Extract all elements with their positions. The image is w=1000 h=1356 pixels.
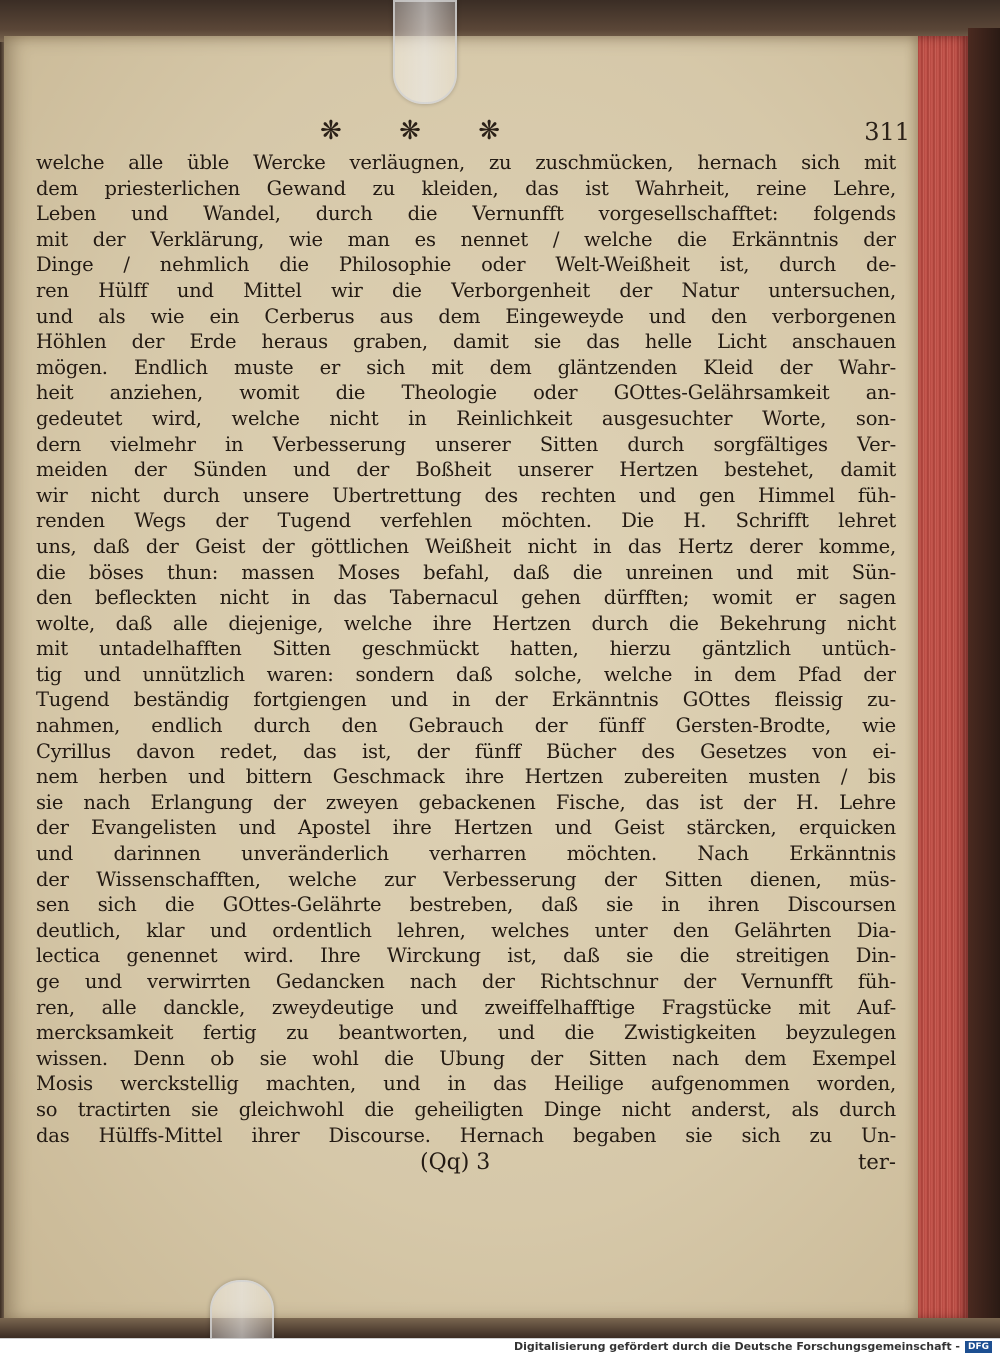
text-line: mit untadelhafften Sitten geschmückt hatten, hierzu gäntzlich untüch- — [36, 637, 896, 661]
catchword: ter- — [857, 1150, 896, 1174]
text-line: und als wie ein Cerberus aus dem Eingeweyde und den verborgenen — [36, 304, 896, 328]
page-footer — [36, 1150, 896, 1180]
text-line: gedeutet wird, welche nicht in Reinlichkeit ausgesuchter Worte, son- — [36, 406, 896, 430]
text-line: die böses thun: massen Moses befahl, daß die unreinen und mit Sün- — [36, 560, 896, 584]
book-spine-edge — [968, 28, 1000, 1328]
glass-clip-bottom — [210, 1280, 274, 1338]
text-line: das Hülffs-Mittel ihrer Discourse. Hernach begaben sie sich zu Un- — [36, 1123, 896, 1147]
credit-text: Digitalisierung gefördert durch die Deutsche Forschungsgemeinschaft - — [513, 1340, 960, 1353]
ornament-icon: ❋ — [478, 116, 500, 146]
text-line: wissen. Denn ob sie wohl die Ubung der Sitten nach dem Exempel — [36, 1046, 896, 1070]
text-line: uns, daß der Geist der göttlichen Weißheit nicht in das Hertz derer komme, — [36, 534, 896, 558]
text-line: nem herben und bittern Geschmack ihre Hertzen zubereiten musten / bis — [36, 765, 896, 789]
text-line: tig und unnützlich waren: sondern daß solche, welche in dem Pfad der — [36, 662, 896, 686]
text-line: sen sich die GOttes-Gelährte bestreben, daß sie in ihren Discoursen — [36, 893, 896, 917]
text-line: so tractirten sie gleichwohl die geheiligten Dinge nicht anderst, als durch — [36, 1097, 896, 1121]
ornament-icon: ❋ — [320, 116, 342, 146]
text-line: Höhlen der Erde heraus graben, damit sie das helle Licht anschauen — [36, 330, 896, 354]
page-edge — [918, 36, 970, 1320]
text-line: renden Wegs der Tugend verfehlen möchten. Die H. Schrifft lehret — [36, 509, 896, 533]
text-line: Leben und Wandel, durch die Vernunfft vorgesellschafftet: folgends — [36, 202, 896, 226]
text-line: Cyrillus davon redet, das ist, der fünff Bücher des Gesetzes von ei- — [36, 739, 896, 763]
text-line: mögen. Endlich muste er sich mit dem gläntzenden Kleid der Wahr- — [36, 355, 896, 379]
text-line: sie nach Erlangung der zweyen gebackenen Fische, das ist der H. Lehre — [36, 790, 896, 814]
text-line: der Evangelisten und Apostel ihre Hertzen und Geist stärcken, erquicken — [36, 816, 896, 840]
text-line: deutlich, klar und ordentlich lehren, welches unter den Gelährten Dia- — [36, 918, 896, 942]
header-ornaments — [320, 116, 500, 146]
ornament-icon: ❋ — [399, 116, 421, 146]
text-line: den befleckten nicht in das Tabernacul gehen dürfften; womit er sagen — [36, 586, 896, 610]
page-header — [30, 116, 910, 152]
text-line: ge und verwirrten Gedancken nach der Richtschnur der Vernunfft füh- — [36, 970, 896, 993]
dfg-logo: DFG — [965, 1341, 992, 1353]
text-line: dem priesterlichen Gewand zu kleiden, das ist Wahrheit, reine Lehre, — [36, 176, 896, 200]
text-line: welche alle üble Wercke verläugnen, zu zuschmücken, hernach sich mit — [36, 151, 896, 174]
text-line: und darinnen unveränderlich verharren möchten. Nach Erkänntnis — [36, 842, 896, 866]
text-line: nahmen, endlich durch den Gebrauch der fünff Gersten-Brodte, wie — [36, 714, 896, 738]
text-line: wir nicht durch unsere Ubertrettung des rechten und gen Himmel füh- — [36, 483, 896, 507]
page-number: 311 — [864, 118, 910, 146]
credit-bar — [0, 1338, 1000, 1356]
text-line: heit anziehen, womit die Theologie oder GOttes-Gelährsamkeit an- — [36, 381, 896, 405]
glass-clip-top — [393, 0, 457, 104]
text-line: Mosis werckstellig machten, und in das Heilige aufgenommen worden, — [36, 1072, 896, 1096]
text-line: lectica genennet wird. Ihre Wirckung ist, daß sie die streitigen Din- — [36, 944, 896, 968]
text-line: wolte, daß alle diejenige, welche ihre Hertzen durch die Bekehrung nicht — [36, 611, 896, 635]
text-line: Dinge / nehmlich die Philosophie oder Welt-Weißheit ist, durch de- — [36, 253, 896, 277]
book-cover-bottom — [0, 1318, 1000, 1338]
text-line: ren, alle danckle, zweydeutige und zweiffelhafftige Fragstücke mit Auf- — [36, 995, 896, 1019]
signature-mark: (Qq) 3 — [420, 1150, 491, 1175]
text-line: mit der Verklärung, wie man es nennet / welche die Erkänntnis der — [36, 227, 896, 251]
text-line: ren Hülff und Mittel wir die Verborgenheit der Natur untersuchen, — [36, 278, 896, 302]
text-line: mercksamkeit fertig zu beantworten, und die Zwistigkeiten beyzulegen — [36, 1021, 896, 1045]
text-line: der Wissenschafften, welche zur Verbesserung der Sitten dienen, müs- — [36, 867, 896, 891]
text-line: dern vielmehr in Verbesserung unserer Sitten durch sorgfältiges Ver- — [36, 432, 896, 456]
body-text — [36, 150, 896, 1148]
text-line: meiden der Sünden und der Boßheit unserer Hertzen bestehet, damit — [36, 458, 896, 482]
text-line: Tugend beständig fortgiengen und in der Erkänntnis GOttes fleissig zu- — [36, 688, 896, 712]
